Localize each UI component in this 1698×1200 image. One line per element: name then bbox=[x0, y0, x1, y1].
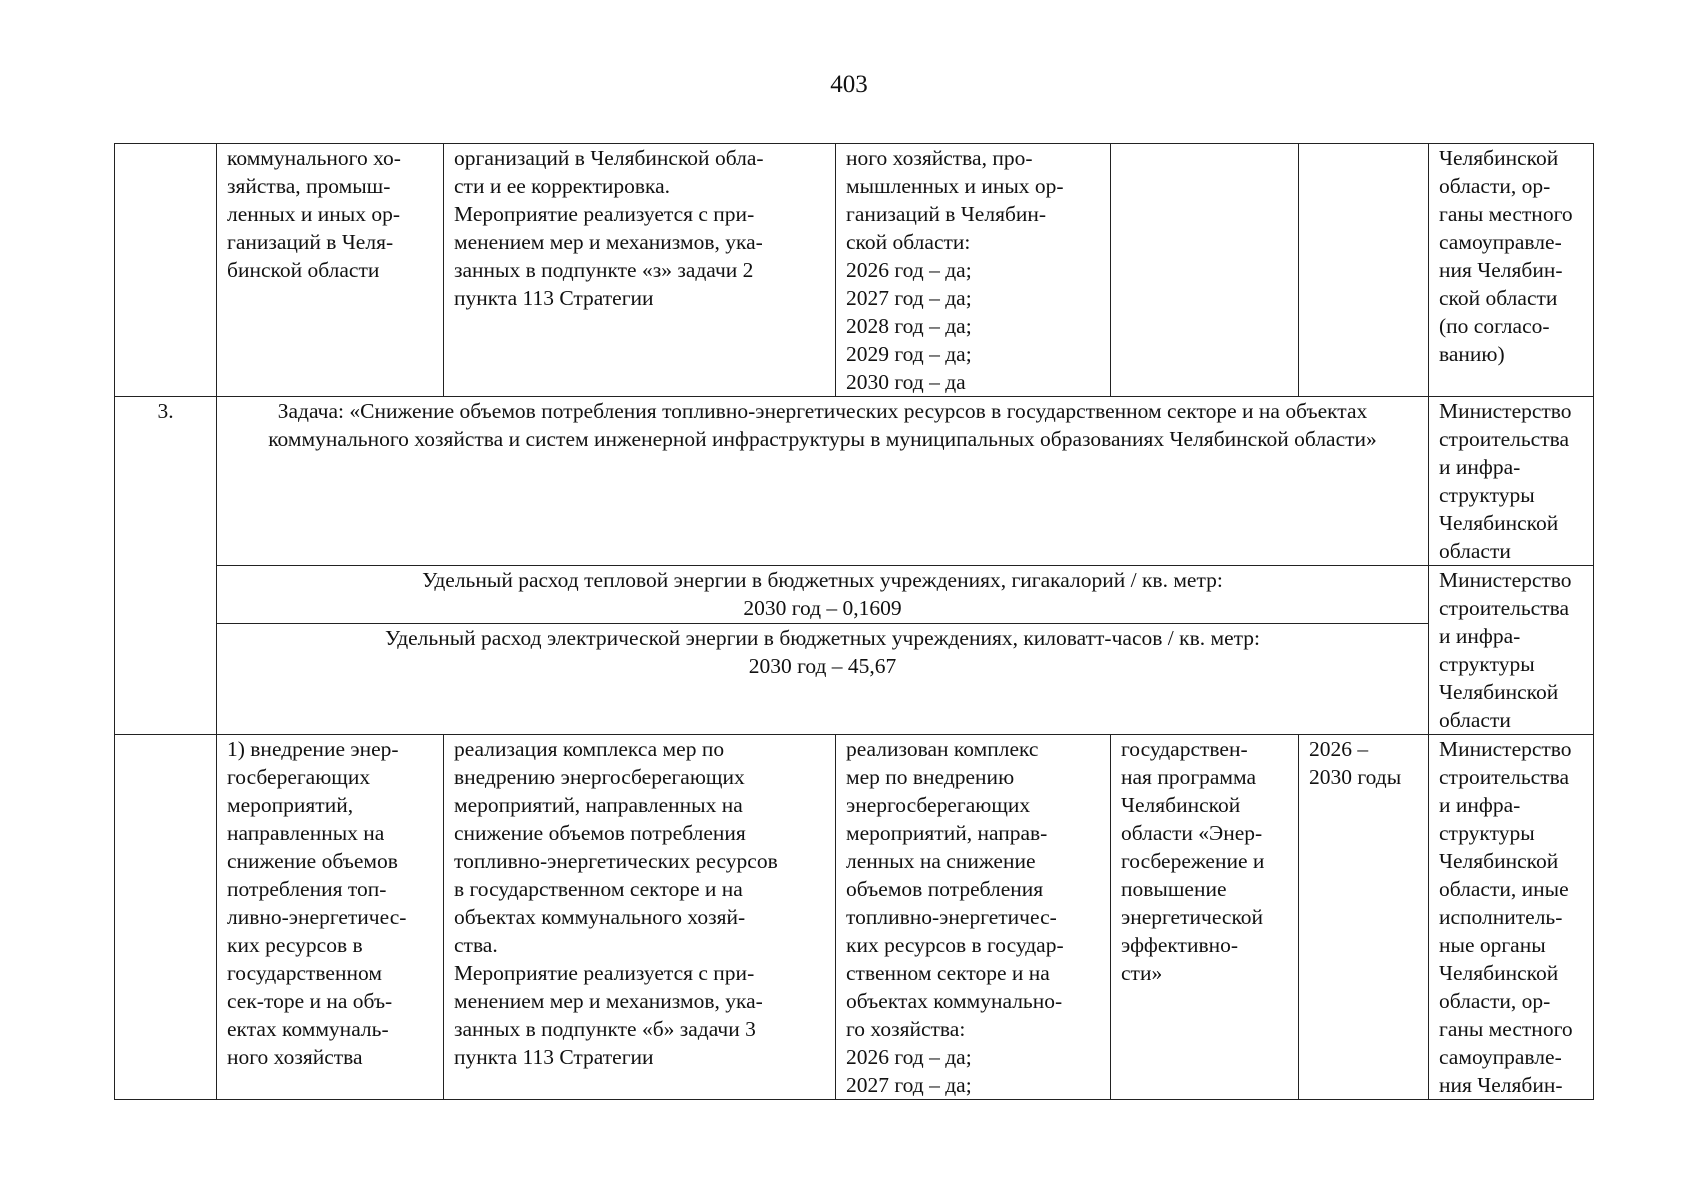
measure-result-cell: ного хозяйства, про- мышленных и иных ор- ганизаций в Челябин- ской области: 2026 год – да; 2027 год – да; 2028 год – да; 2029 год – да; 2030 год – да bbox=[836, 144, 1111, 397]
measure-description-cell: организаций в Челябинской обла- сти и ее корректировка. Мероприятие реализуется с при- менением мер и механизмов, ука- занных в подпункте «з» задачи 2 пункта 113 Стратегии bbox=[444, 144, 836, 397]
table-row bbox=[115, 144, 1594, 397]
row-number-cell bbox=[115, 735, 217, 1100]
task-row bbox=[115, 397, 1594, 566]
row-number-cell bbox=[115, 144, 217, 397]
measure-description-cell: реализация комплекса мер по внедрению энергосберегающих мероприятий, направленных на снижение объемов потребления топливно-энергетических ресурсов в государственном секторе и на объектах коммунального хозяй- ства. Мероприятие реализуется с при- менением мер и механизмов, ука- занных в подпункте «б» задачи 3 пункта 113 Стратегии bbox=[444, 735, 836, 1100]
measure-name-cell: коммунального хо- зяйства, промыш- ленных и иных ор- ганизаций в Челя- бинской области bbox=[217, 144, 444, 397]
period-cell: 2026 – 2030 годы bbox=[1299, 735, 1429, 1100]
task-title-cell: Задача: «Снижение объемов потребления топливно-энергетических ресурсов в государственном секторе и на объектах коммунального хозяйства и систем инженерной инфраструктуры в муниципальных образованиях Челябинской области» bbox=[217, 397, 1429, 566]
page-number: 403 bbox=[830, 71, 868, 98]
program-cell: государствен- ная программа Челябинской области «Энер- госбережение и повышение энергетической эффективно- сти» bbox=[1111, 735, 1299, 1100]
indicator-responsible-cell: Министерство строительства и инфра- структуры Челябинской области bbox=[1429, 566, 1594, 735]
task-responsible-cell: Министерство строительства и инфра- структуры Челябинской области bbox=[1429, 397, 1594, 566]
indicator-heat-cell: Удельный расход тепловой энергии в бюджетных учреждениях, гигакалорий / кв. метр: 2030 год – 0,1609 bbox=[217, 566, 1429, 624]
table-row bbox=[115, 735, 1594, 1100]
indicator-row bbox=[115, 624, 1594, 735]
indicator-electric-cell: Удельный расход электрической энергии в бюджетных учреждениях, киловатт-часов / кв. метр: 2030 год – 45,67 bbox=[217, 624, 1429, 735]
indicator-row bbox=[115, 566, 1594, 624]
responsible-cell: Челябинской области, ор- ганы местного самоуправле- ния Челябин- ской области (по согласо- ванию) bbox=[1429, 144, 1594, 397]
task-number-cell: 3. bbox=[115, 397, 217, 735]
period-cell bbox=[1299, 144, 1429, 397]
measure-result-cell: реализован комплекс мер по внедрению энергосберегающих мероприятий, направ- ленных на снижение объемов потребления топливно-энергетичес- ких ресурсов в государ- ственном секторе и на объектах коммунально- го хозяйства: 2026 год – да; 2027 год – да; bbox=[836, 735, 1111, 1100]
program-cell bbox=[1111, 144, 1299, 397]
measures-table bbox=[114, 143, 1594, 1100]
responsible-cell: Министерство строительства и инфра- структуры Челябинской области, иные исполнитель- ные органы Челябинской области, ор- ганы местного самоуправле- ния Челябин- bbox=[1429, 735, 1594, 1100]
measure-name-cell: 1) внедрение энер- госберегающих мероприятий, направленных на снижение объемов потребления топ- ливно-энергетичес- ких ресурсов в государственном сек-торе и на объ- ектах коммуналь- ного хозяйства bbox=[217, 735, 444, 1100]
